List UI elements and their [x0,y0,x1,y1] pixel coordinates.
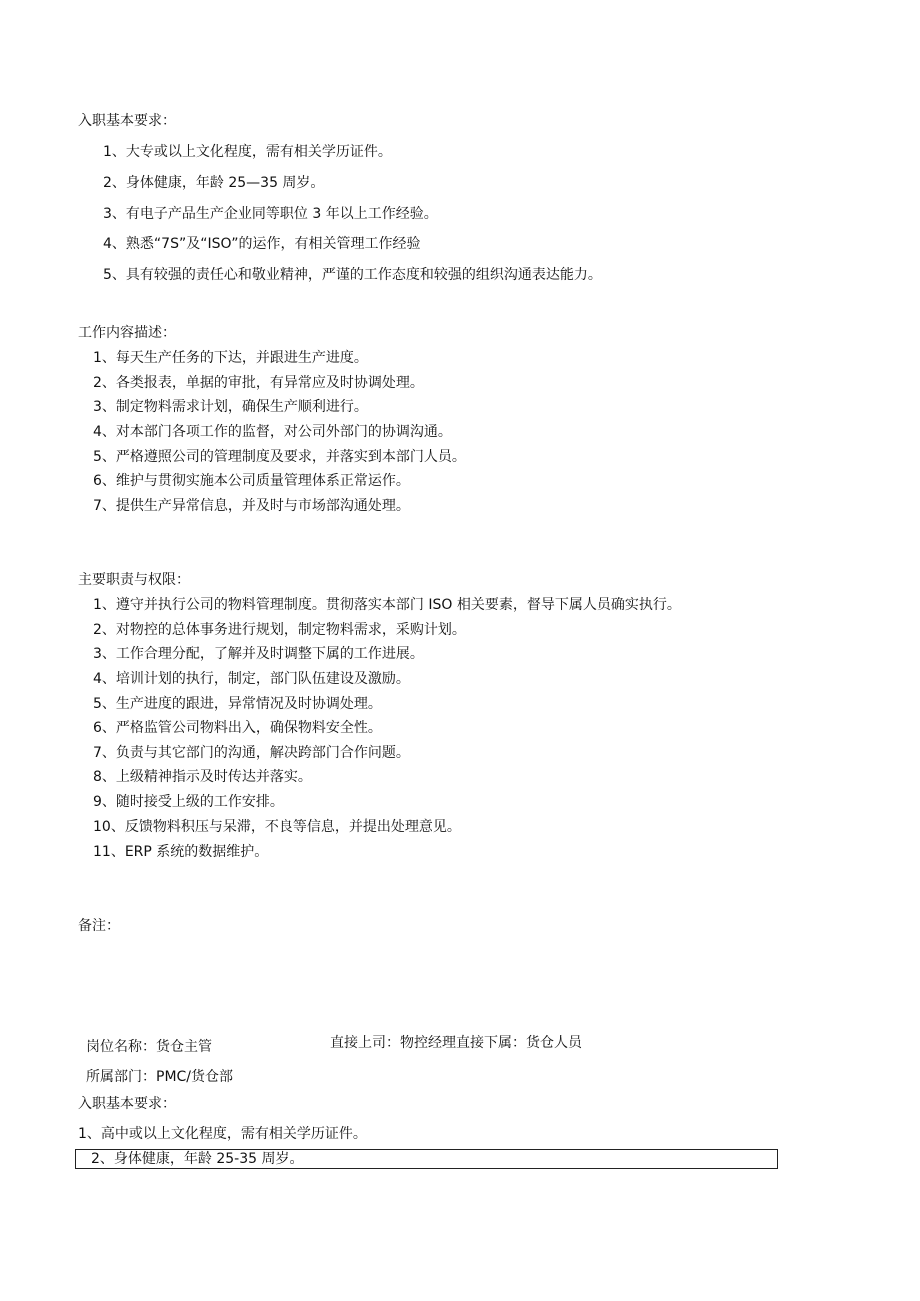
section2-item-3: 3、制定物料需求计划，确保生产顺利进行。 [93,399,368,415]
section3-item-11: 11、ERP 系统的数据维护。 [93,844,269,860]
supervisor-info: 直接上司：物控经理直接下属：货仓人员 [330,1035,582,1051]
section3-item-10: 10、反馈物料积压与呆滞，不良等信息，并提出处理意见。 [93,819,461,835]
section3-item-3: 3、工作合理分配，了解并及时调整下属的工作进展。 [93,646,424,662]
section2-item-2: 2、各类报表，单据的审批，有异常应及时协调处理。 [93,375,424,391]
section3-item-7: 7、负责与其它部门的沟通，解决跨部门合作问题。 [93,745,410,761]
section2-item-4: 4、对本部门各项工作的监督，对公司外部门的协调沟通。 [93,424,452,440]
section3-item-2: 2、对物控的总体事务进行规划，制定物料需求，采购计划。 [93,622,466,638]
section3-item-5: 5、生产进度的跟进，异常情况及时协调处理。 [93,696,382,712]
section1-item-4: 4、熟悉“7S”及“ISO”的运作，有相关管理工作经验 [103,236,421,252]
section1-item-3: 3、有电子产品生产企业同等职位 3 年以上工作经验。 [103,206,438,222]
section2-item-7: 7、提供生产异常信息，并及时与市场部沟通处理。 [93,498,410,514]
department-info: 所属部门：PMC/货仓部 [86,1069,234,1085]
section1-item-2: 2、身体健康，年龄 25—35 周岁。 [103,175,325,191]
section3-item-1: 1、遵守并执行公司的物料管理制度。贯彻落实本部门 ISO 相关要素，督导下属人员确实执行。 [93,597,681,613]
section3-item-8: 8、上级精神指示及时传达并落实。 [93,769,312,785]
section2-item-5: 5、严格遵照公司的管理制度及要求，并落实到本部门人员。 [93,449,466,465]
remarks-label: 备注： [78,918,120,934]
position2-requirement-1: 1、高中或以上文化程度，需有相关学历证件。 [78,1126,367,1142]
section1-heading: 入职基本要求： [78,113,176,129]
section3-item-4: 4、培训计划的执行，制定，部门队伍建设及激励。 [93,671,410,687]
position2-requirement-2: 2、身体健康，年龄 25-35 周岁。 [91,1151,304,1167]
section2-heading: 工作内容描述： [78,325,176,341]
section2-item-1: 1、每天生产任务的下达，并跟进生产进度。 [93,350,368,366]
section2-item-6: 6、维护与贯彻实施本公司质量管理体系正常运作。 [93,473,410,489]
position2-requirements-heading: 入职基本要求： [78,1096,176,1112]
requirement-row-box [75,1149,778,1169]
section3-item-6: 6、严格监管公司物料出入，确保物料安全性。 [93,720,382,736]
section1-item-1: 1、大专或以上文化程度，需有相关学历证件。 [103,144,392,160]
section3-item-9: 9、随时接受上级的工作安排。 [93,794,284,810]
section3-heading: 主要职责与权限： [78,572,190,588]
position-title: 岗位名称：货仓主管 [86,1039,212,1055]
section1-item-5: 5、具有较强的责任心和敬业精神，严谨的工作态度和较强的组织沟通表达能力。 [103,267,602,283]
